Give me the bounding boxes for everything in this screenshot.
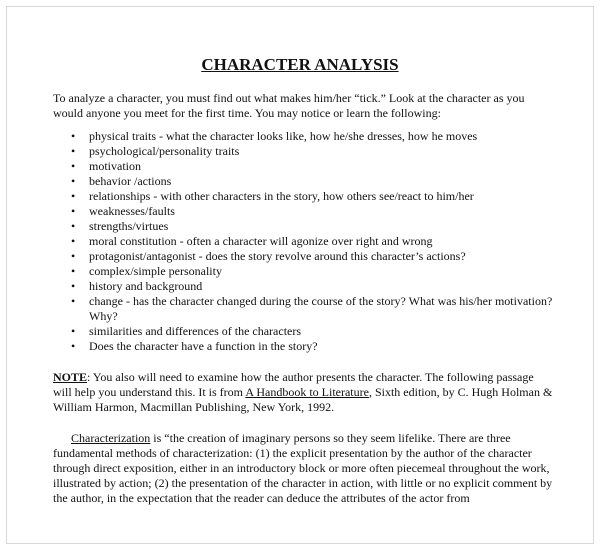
- document-content: [53, 55, 553, 506]
- bullet-icon: •: [71, 204, 76, 218]
- list-item-text: psychological/personality traits: [89, 144, 240, 158]
- intro-paragraph: To analyze a character, you must find out what makes him/her “tick.” Look at the character as you would anyone you meet for the first time. You may notice or learn the following:: [53, 91, 525, 120]
- list-item: [53, 144, 553, 159]
- note-text-before: : You also will need to examine how the author presents the character. The following passage will help you understand this. It is from: [53, 370, 534, 399]
- bullet-icon: •: [71, 174, 76, 188]
- list-item-text: physical traits - what the character looks like, how he/she dresses, how he moves: [89, 129, 478, 143]
- list-item-text: history and background: [89, 279, 203, 293]
- list-item-text: complex/simple personality: [89, 264, 222, 278]
- note-paragraph: [53, 370, 553, 415]
- book-title: A Handbook to Literature: [245, 385, 369, 399]
- bullet-icon: •: [71, 264, 76, 278]
- list-item: [53, 279, 553, 294]
- list-item: [53, 189, 553, 204]
- list-item-text: change - has the character changed during the course of the story? What was his/her motivation? Why?: [89, 294, 553, 323]
- list-item-text: weaknesses/faults: [89, 204, 175, 218]
- bullet-icon: •: [71, 324, 76, 338]
- bullet-icon: •: [71, 144, 76, 158]
- bullet-icon: •: [71, 219, 76, 233]
- list-item: [53, 264, 553, 279]
- list-item-text: protagonist/antagonist - does the story revolve around this character’s actions?: [89, 249, 466, 263]
- bullet-icon: •: [71, 294, 76, 308]
- list-item: [53, 339, 553, 354]
- bullet-icon: •: [71, 339, 76, 353]
- list-item-text: moral constitution - often a character will agonize over right and wrong: [89, 234, 433, 248]
- note-label: NOTE: [53, 370, 88, 384]
- list-item-text: strengths/virtues: [89, 219, 169, 233]
- list-item: [53, 234, 553, 249]
- list-item: [53, 324, 553, 339]
- list-item-text: similarities and differences of the characters: [89, 324, 302, 338]
- characterization-text: is “the creation of imaginary persons so they seem lifelike. There are three fundamental methods of characterization: (1) the explicit presentation by the author of the character through direct exposition, either in an introductory block or more often piecemeal throughout the work, illustrated by action; (2) the presentation of the character in action, with little or no explicit comment by the author, in the expectation that the reader can deduce the attributes of the actor from: [53, 431, 553, 505]
- character-traits-list: [53, 129, 553, 354]
- list-item: [53, 249, 553, 264]
- characterization-term: Characterization: [71, 431, 151, 445]
- list-item: [53, 174, 553, 189]
- list-item: [53, 204, 553, 219]
- characterization-paragraph: [53, 431, 553, 506]
- bullet-icon: •: [71, 249, 76, 263]
- document-page: [6, 6, 594, 544]
- list-item: [53, 219, 553, 234]
- list-item-text: relationships - with other characters in the story, how others see/react to him/her: [89, 189, 474, 203]
- list-item-text: Does the character have a function in the story?: [89, 339, 318, 353]
- list-item: [53, 129, 553, 144]
- bullet-icon: •: [71, 189, 76, 203]
- bullet-icon: •: [71, 279, 76, 293]
- bullet-icon: •: [71, 234, 76, 248]
- list-item: [53, 294, 553, 324]
- list-item-text: behavior /actions: [89, 174, 172, 188]
- list-item: [53, 159, 553, 174]
- list-item-text: motivation: [89, 159, 141, 173]
- bullet-icon: •: [71, 129, 76, 143]
- bullet-icon: •: [71, 159, 76, 173]
- document-title: CHARACTER ANALYSIS: [201, 55, 399, 74]
- note-text-after: , Sixth edition, by C. Hugh Holman & William Harmon, Macmillan Publishing, New York, 1992.: [53, 385, 553, 414]
